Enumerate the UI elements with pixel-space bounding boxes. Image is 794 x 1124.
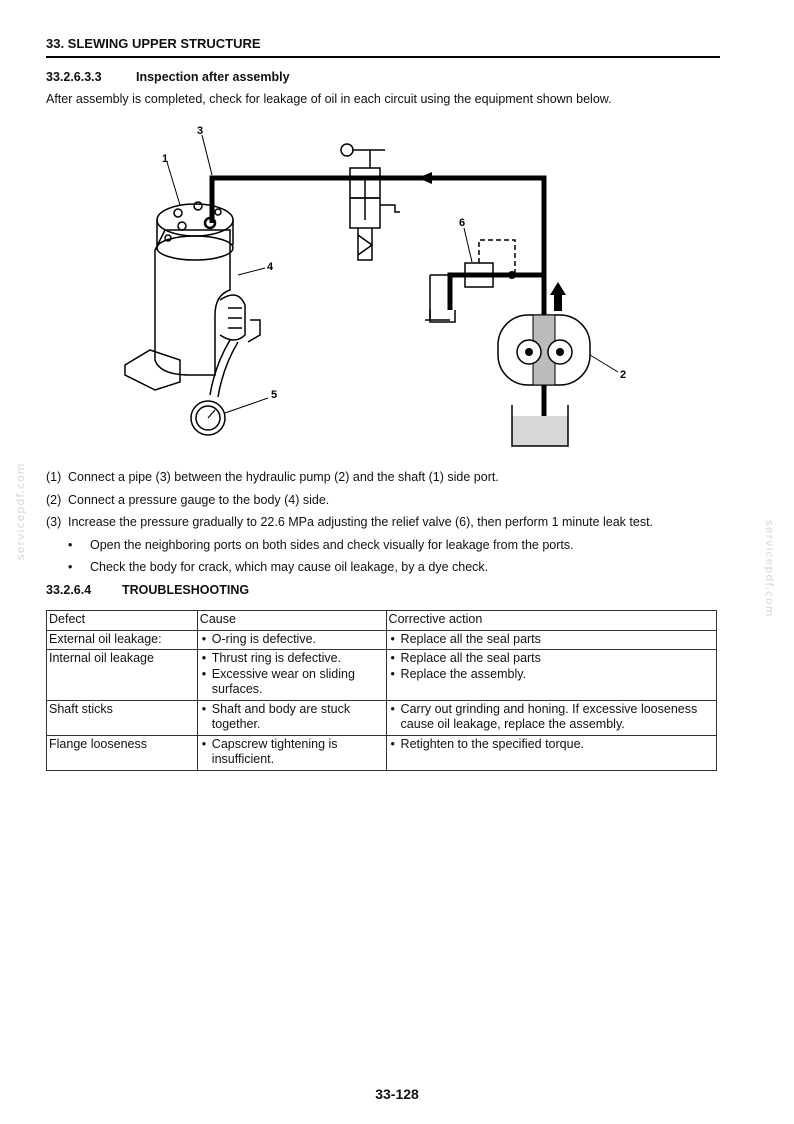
table-header: Corrective action (386, 611, 716, 631)
page-header (46, 36, 720, 58)
section-number: 33.2.6.3.3 (46, 70, 102, 84)
cause-cell: • Shaft and body are stuck together. (197, 700, 386, 735)
table-header-row (47, 611, 717, 631)
defect-cell: External oil leakage: (47, 630, 198, 650)
table-row (47, 735, 717, 770)
table-header: Defect (47, 611, 198, 631)
step-3: (3) Increase the pressure gradually to 22.6 MPa adjusting the relief valve (6), then perform 1 minute leak test. (46, 515, 654, 529)
section-title: TROUBLESHOOTING (122, 583, 250, 597)
action-cell: • Retighten to the specified torque. (386, 735, 716, 770)
cause-cell: • Capscrew tightening is insufficient. (197, 735, 386, 770)
page-number: 33-128 (375, 1086, 419, 1102)
label-body: 4 (267, 261, 274, 273)
defect-cell: Shaft sticks (47, 700, 198, 735)
bullet-item: • Open the neighboring ports on both sides and check visually for leakage from the ports. (68, 538, 574, 552)
control-valve (341, 144, 400, 260)
action-cell: • Replace all the seal parts • Replace the assembly. (386, 650, 716, 701)
cause-cell: • Thrust ring is defective. • Excessive wear on sliding surfaces. (197, 650, 386, 701)
defect-cell: Internal oil leakage (47, 650, 198, 701)
table-header: Cause (197, 611, 386, 631)
troubleshooting-table (46, 610, 717, 771)
defect-cell: Flange looseness (47, 735, 198, 770)
intro-paragraph: After assembly is completed, check for leakage of oil in each circuit using the equipment shown below. (46, 92, 612, 106)
action-cell: • Replace all the seal parts (386, 630, 716, 650)
swivel-joint-body (155, 230, 230, 375)
cause-cell: • O-ring is defective. (197, 630, 386, 650)
hydraulic-test-diagram (120, 120, 650, 465)
label-shaft: 1 (162, 153, 169, 165)
oil-tank (512, 405, 568, 446)
watermark-right: servicepdf.com (763, 520, 776, 618)
section-title: Inspection after assembly (136, 70, 290, 84)
table-row (47, 650, 717, 701)
step-2: (2) Connect a pressure gauge to the body (4) side. (46, 493, 330, 507)
section-number: 33.2.6.4 (46, 583, 92, 597)
label-pipe: 3 (197, 125, 204, 137)
base-flange (125, 350, 180, 390)
watermark-left: servicepdf.com (14, 462, 27, 560)
label-gauge: 5 (271, 389, 278, 401)
relief-valve (430, 240, 515, 287)
bullet-item: • Check the body for crack, which may cause oil leakage, by a dye check. (68, 560, 489, 574)
hydraulic-pump (498, 315, 590, 385)
header-title: 33. SLEWING UPPER STRUCTURE (46, 36, 261, 51)
main-pipe (212, 178, 544, 318)
label-pump: 2 (620, 369, 627, 381)
step-1: (1) Connect a pipe (3) between the hydraulic pump (2) and the shaft (1) side port. (46, 470, 499, 484)
table-row (47, 630, 717, 650)
action-cell: • Carry out grinding and honing. If excessive looseness cause oil leakage, replace the assembly. (386, 700, 716, 735)
label-relief-valve: 6 (459, 217, 466, 229)
gauge-hose (210, 340, 238, 397)
table-row (47, 700, 717, 735)
